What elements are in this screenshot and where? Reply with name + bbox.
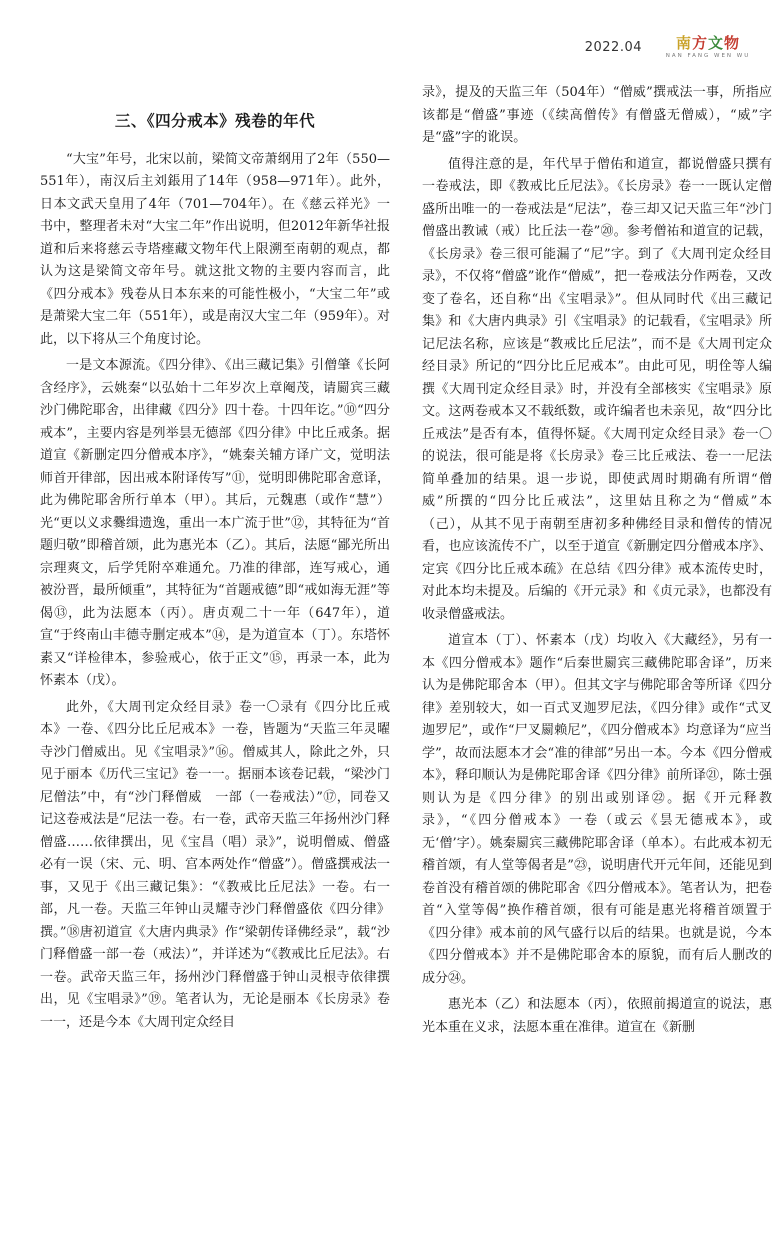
logo-char-3: 文: [708, 34, 725, 52]
paragraph: 道宣本（丁）、怀素本（戊）均收入《大藏经》，另有一本《四分僧戒本》题作“后秦世罽宾三藏佛陀耶舍译”，历来认为是佛陀耶舍本（甲）。但其文字与佛陀耶舍等所译《四分律》差别较大，如一百式叉迦罗尼法，《四分律》或作“式叉迦罗尼”，或作“尸叉罽赖尼”，《四分僧戒本》均意译为“应当学”，故而法愿本才会“准的律部”另出一本。今本《四分僧戒本》，释印顺认为是佛陀耶舍译《四分律》前所译㉑，陈士强则认为是《四分律》的别出或别译㉒。据《开元释教录》，“《四分僧戒本》一卷（或云《昙无德戒本》，或无‘僧’字）。姚秦罽宾三藏佛陀耶舍译（单本）。右此戒本初无稽首颂，有人堂等偈者是”㉓，说明唐代开元年间，还能见到卷首没有稽首颂的佛陀耶舍《四分僧戒本》。笔者认为，把卷首“入堂等偈”换作稽首颂，很有可能是惠光将稽首颂置于《四分律》戒本前的风气盛行以后的结果。也就是说，今本《四分僧戒本》并不是佛陀耶舍本的原貌，而有后人删改的成分㉔。: [422, 633, 772, 986]
paragraph: 值得注意的是，年代早于僧佑和道宣，都说僧盛只撰有一卷戒法，即《教戒比丘尼法》。《长房录》卷一一既认定僧盛所出唯一的一卷戒法是“尼法”，卷三却又记天监三年“沙门僧盛出教诫（戒）比丘法一卷”⑳。参考僧祐和道宣的记载，《长房录》卷三很可能漏了“尼”字。到了《大周刊定众经目录》，不仅将“僧盛”讹作“僧威”，把一卷戒法分作两卷，又改变了卷名，还自称“出《宝唱录》”。但从同时代《出三藏记集》和《大唐内典录》引《宝唱录》的记载看，《宝唱录》所记尼法名称，应该是“教戒比丘尼法”，而不是《大周刊定众经目录》所记的“四分比丘尼戒本”。由此可见，明佺等人编撰《大周刊定众经目录》时，并没有全部核实《宝唱录》原文。这两卷戒本又不载纸数，或许编者也未亲见，故“四分比丘戒法”是否有本，值得怀疑。《大周刊定众经目录》卷一〇的说法，很可能是将《长房录》卷三比丘戒法、卷一一尼法简单叠加的结果。退一步说，即使武周时期确有所谓“僧威”所撰的“四分比丘戒法”，这里姑且称之为“僧威”本（己），从其不见于南朝至唐初多种佛经目录和僧传的情况看，也应该流传不广，以至于道宣《新删定四分僧戒本序》、定宾《四分比丘戒本疏》在总结《四分律》戒本流传史时，对此本均未提及。后编的《开元录》和《贞元录》，也都没有收录僧盛戒法。: [422, 156, 772, 622]
journal-logo: [648, 34, 768, 68]
logo-text: [648, 34, 768, 52]
issue-number: 2022.04: [584, 40, 642, 55]
logo-char-1: 南: [675, 34, 692, 52]
right-column: [422, 82, 772, 1232]
paragraph: “大宝”年号，北宋以前，梁简文帝萧纲用了2年（550—551年），南汉后主刘鋹用了14年（958—971年）。此外，日本文武天皇用了4年（701—704年）。在《慈云祥光》一书中，整理者未对“大宝二年”作出说明，但2012年新华社报道和后来将慈云寺塔瘗藏文物年代上限溯至南朝的观点，都认为这是梁简文帝年号。就这批文物的主要内容而言，此《四分戒本》残卷从日本东来的可能性极小，“大宝二年”或是萧梁大宝二年（551年），或是南汉大宝二年（959年）。对此，以下将从三个角度讨论。: [40, 151, 390, 347]
section-title: 三、《四分戒本》残卷的年代: [114, 112, 316, 130]
paragraph: 一是文本源流。《四分律》、《出三藏记集》引僧肇《长阿含经序》，云姚秦“以弘始十二年岁次上章阉茂，请罽宾三藏沙门佛陀耶舍，出律藏《四分》四十卷。十四年讫。”⑩“四分戒本”，主要内容是列举昙无德部《四分律》中比丘戒条。据道宣《新删定四分僧戒本序》，“姚秦关辅方译广文，觉明法师首开律部，因出戒本附译传写”⑪，觉明即佛陀耶舍意译，此为佛陀耶舍所行单本（甲）。其后，元魏惠（或作“慧”）光“更以义求爨缉遗逸，重出一本广流于世”⑫，其特征为“首题归敬”即稽首颂，此为惠光本（乙）。其后，法愿“鄙光所出宗理爽文，后学凭附卒难通允。乃准的律部，连写戒心，通被汾晋，最所倾重”，其特征为“首题戒德”即“戒如海无涯”等偈⑬，此为法愿本（丙）。唐贞观二十一年（647年），道宣“于终南山丰德寺删定戒本”⑭，是为道宣本（丁）。东塔怀素又“详检律本，参验戒心，依于正文”⑮，再录一本，此为怀素本（戊）。: [40, 358, 390, 688]
logo-pinyin: NAN FANG WEN WU: [665, 53, 751, 59]
logo-char-2: 方: [691, 34, 708, 52]
paragraph: 此外，《大周刊定众经目录》卷一〇录有《四分比丘戒本》一卷、《四分比丘尼戒本》一卷，皆题为“天监三年灵曜寺沙门僧威出。见《宝唱录》”⑯。僧威其人，除此之外，只见于丽本《历代三宝记》卷一一。据丽本该卷记载，“梁沙门尼僧法”中，有“沙门释僧威 一部（一卷戒法）”⑰，同卷又记这卷戒法是“尼法一卷。右一卷，武帝天监三年扬州沙门释僧盛……依律撰出，见《宝昌（唱）录》”，说明僧威、僧盛必有一误（宋、元、明、宫本两处作“僧盛”）。僧盛撰戒法一事，又见于《出三藏记集》：“《教戒比丘尼法》一卷。右一部，凡一卷。天监三年钟山灵耀寺沙门释僧盛依《四分律》撰。”⑱唐初道宣《大唐内典录》作“梁朝传译佛经录”，载“沙门释僧盛一部一卷（戒法）”，并详述为“《教戒比丘尼法》。右一卷。武帝天监三年，扬州沙门释僧盛于钟山灵根寺依律撰出，见《宝唱录》”⑲。笔者认为，无论是丽本《长房录》卷一一，还是今本《大周刊定众经目: [40, 699, 390, 1030]
left-column: [40, 82, 390, 1232]
paragraph: 惠光本（乙）和法愿本（丙），依照前揭道宣的说法，惠光本重在义求，法愿本重在准律。道宣在《新删: [422, 997, 772, 1035]
logo-char-4: 物: [724, 34, 741, 52]
page-header: [0, 0, 780, 70]
paragraph-continued: 录》，提及的天监三年（504年）“僧威”撰戒法一事，所指应该都是“僧盛”事迹（《续高僧传》有僧盛无僧威），“威”字是“盛”字的讹误。: [422, 85, 772, 145]
